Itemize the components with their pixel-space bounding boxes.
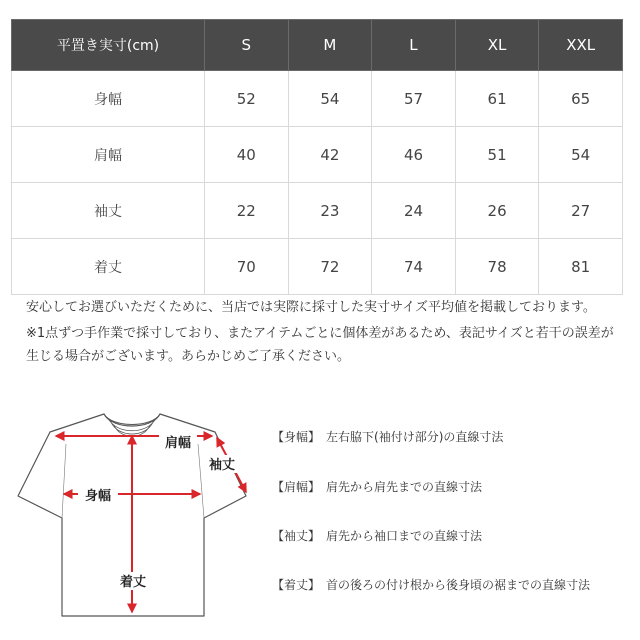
table-cell: 74 — [372, 239, 456, 295]
take-label: 着丈 — [119, 575, 147, 590]
table-cell: 40 — [205, 127, 289, 183]
table-cell: 81 — [539, 239, 623, 295]
legend-desc: 肩先から袖口までの直線寸法 — [326, 529, 483, 543]
table-cell: 51 — [455, 127, 539, 183]
table-cell: 26 — [455, 183, 539, 239]
table-cell: 57 — [372, 71, 456, 127]
table-row — [12, 183, 623, 239]
mi-label: 身幅 — [84, 489, 112, 504]
legend-item — [272, 428, 503, 445]
size-header: S — [205, 20, 289, 71]
table-cell: 42 — [288, 127, 372, 183]
row-label: 身幅 — [12, 71, 205, 127]
table-cell: 78 — [455, 239, 539, 295]
table-cell: 24 — [372, 183, 456, 239]
legend-item — [272, 527, 482, 544]
legend-item — [272, 576, 590, 593]
table-cell: 23 — [288, 183, 372, 239]
legend-desc: 肩先から肩先までの直線寸法 — [326, 480, 483, 494]
table-row — [12, 239, 623, 295]
row-label: 着丈 — [12, 239, 205, 295]
legend-tag: 【肩幅】 — [272, 480, 321, 494]
notes — [26, 296, 626, 369]
table-cell: 72 — [288, 239, 372, 295]
table-cell: 27 — [539, 183, 623, 239]
size-header: L — [372, 20, 456, 71]
size-header: M — [288, 20, 372, 71]
table-cell: 65 — [539, 71, 623, 127]
table-row — [12, 127, 623, 183]
legend-desc: 左右脇下(袖付け部分)の直線寸法 — [326, 430, 504, 444]
legend-item — [272, 478, 482, 495]
table-row — [12, 71, 623, 127]
sode-label: 袖丈 — [208, 458, 236, 473]
table-cell: 54 — [288, 71, 372, 127]
legend-tag: 【身幅】 — [272, 430, 321, 444]
legend-tag: 【袖丈】 — [272, 529, 321, 543]
tshirt-diagram — [8, 404, 258, 629]
table-cell: 52 — [205, 71, 289, 127]
table-cell: 22 — [205, 183, 289, 239]
table-cell: 61 — [455, 71, 539, 127]
size-header: XL — [455, 20, 539, 71]
size-header-row — [12, 20, 623, 71]
note-line: ※1点ずつ手作業で採寸しており、またアイテムごとに個体差があるため、表記サイズと若干の誤差が生じる場合がございます。あらかじめご了承ください。 — [26, 325, 614, 364]
note-line: 安心してお選びいただくために、当店では実際に採寸した実寸サイズ平均値を掲載しております。 — [26, 300, 596, 315]
legend-desc: 首の後ろの付け根から後身頃の裾までの直線寸法 — [326, 578, 591, 592]
table-cell: 54 — [539, 127, 623, 183]
legend-tag: 【着丈】 — [272, 578, 321, 592]
row-label: 袖丈 — [12, 183, 205, 239]
size-table — [11, 19, 623, 295]
row-label: 肩幅 — [12, 127, 205, 183]
size-table-corner: 平置き実寸(cm) — [12, 20, 205, 71]
table-cell: 46 — [372, 127, 456, 183]
kata-label: 肩幅 — [164, 436, 192, 451]
size-header: XXL — [539, 20, 623, 71]
table-cell: 70 — [205, 239, 289, 295]
